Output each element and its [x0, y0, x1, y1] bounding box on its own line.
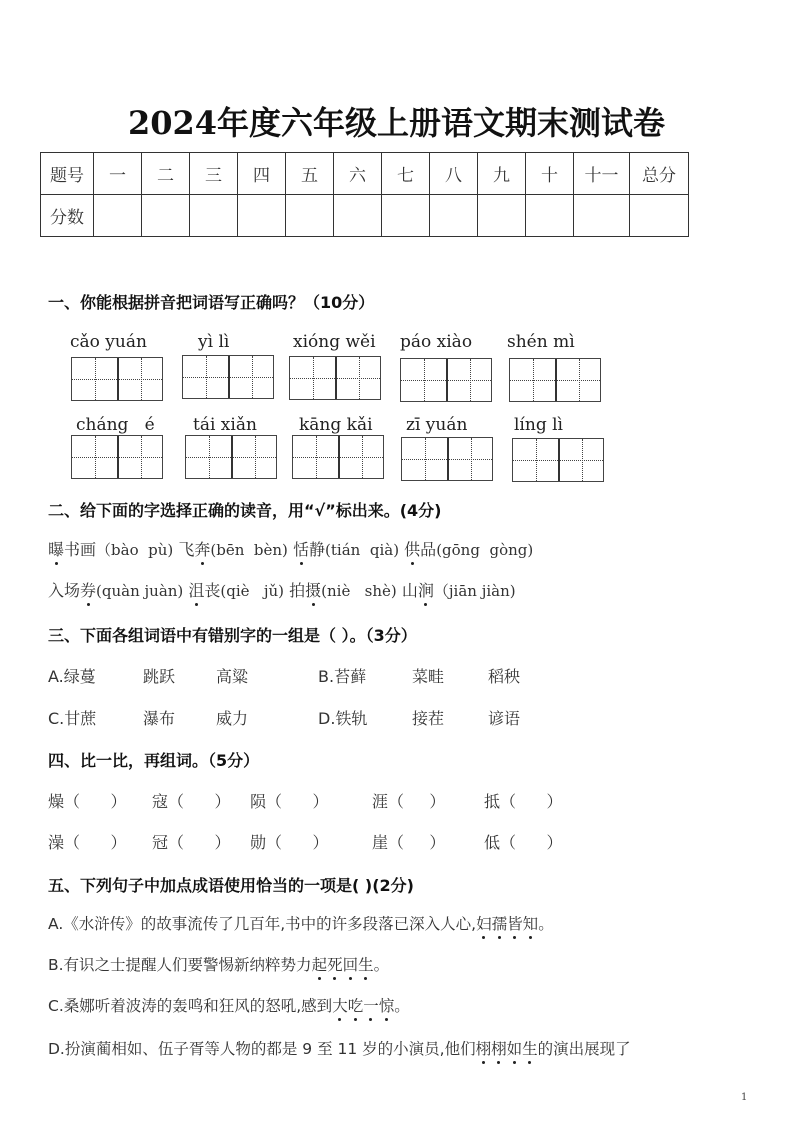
score-cell[interactable]: [286, 195, 334, 237]
score-table-col: 四: [238, 153, 286, 195]
pinyin-label: kāng kǎi: [299, 415, 373, 435]
dotted-char: 沮: [188, 578, 204, 601]
grid-cell[interactable]: [338, 436, 383, 478]
word-text: 静: [309, 540, 326, 559]
score-cell[interactable]: [526, 195, 574, 237]
compare-item[interactable]: 涯（ ）: [372, 792, 446, 811]
pinyin-options[interactable]: (quàn juàn): [96, 582, 184, 600]
dotted-char: 吃: [348, 994, 364, 1016]
pinyin-options[interactable]: (gōng gòng): [436, 541, 534, 559]
score-cell[interactable]: [142, 195, 190, 237]
section5-heading: 五、下列句子中加点成语使用恰当的一项是( )(2分): [48, 876, 414, 895]
score-cell[interactable]: [190, 195, 238, 237]
sentence-text: A.《水浒传》的故事流传了几百年,书中的许多段落已深入人心,: [48, 915, 477, 933]
choice-option[interactable]: A.绿蔓: [48, 667, 96, 686]
pinyin-options[interactable]: (bēn bèn): [210, 541, 288, 559]
pinyin-label: páo xiào: [400, 332, 473, 352]
section4-heading: 四、比一比，再组词。（5分）: [48, 751, 260, 770]
dotted-char: 生: [358, 953, 374, 975]
grid-cell[interactable]: [513, 439, 558, 481]
idiom-option-d[interactable]: [48, 1037, 631, 1059]
compare-item[interactable]: 崖（ ）: [372, 833, 446, 852]
grid-cell[interactable]: [335, 357, 380, 399]
grid-cell[interactable]: [228, 356, 273, 398]
grid-cell[interactable]: [72, 358, 117, 400]
compare-item[interactable]: 寇（ ）: [152, 792, 231, 811]
compare-item[interactable]: 抵（ ）: [484, 792, 563, 811]
writing-grid[interactable]: [182, 355, 274, 399]
dotted-char: 生: [522, 1037, 538, 1059]
page-number: 1: [741, 1092, 748, 1103]
dotted-char: 涧: [418, 578, 434, 601]
idiom-option-a[interactable]: [48, 912, 554, 934]
compare-item[interactable]: 冠（ ）: [152, 833, 231, 852]
score-table-label: 分数: [41, 195, 94, 237]
pinyin-label: zī yuán: [406, 415, 468, 435]
choice-word: 高粱: [216, 667, 249, 686]
section3-heading: 三、下面各组词语中有错别字的一组是（ ）。（3分）: [48, 626, 417, 645]
pinyin-options[interactable]: (tián qià): [325, 541, 400, 559]
pinyin-label: tái xiǎn: [193, 415, 257, 435]
word-text: 飞: [178, 540, 195, 559]
grid-cell[interactable]: [117, 358, 162, 400]
score-table-total: 总分: [630, 153, 689, 195]
choice-option[interactable]: B.苔藓: [318, 667, 367, 686]
score-table-col: 二: [142, 153, 190, 195]
writing-grid[interactable]: [400, 358, 492, 402]
grid-cell[interactable]: [447, 438, 492, 480]
dotted-char: 知: [523, 912, 539, 934]
grid-cell[interactable]: [290, 357, 335, 399]
score-table-col: 九: [478, 153, 526, 195]
choice-word: 瀑布: [143, 709, 176, 728]
word-text: 拍: [289, 581, 306, 600]
score-cell[interactable]: [334, 195, 382, 237]
dotted-char: 死: [327, 953, 343, 975]
dotted-char: 起: [312, 953, 328, 975]
grid-cell[interactable]: [402, 438, 447, 480]
score-cell-total[interactable]: [630, 195, 689, 237]
pinyin-options[interactable]: （bào pù): [96, 541, 174, 559]
compare-item[interactable]: 陨（ ）: [250, 792, 329, 811]
sentence-text: B.有识之士提醒人们要警惕新纳粹势力: [48, 956, 312, 974]
sentence-text: 。: [373, 956, 390, 974]
pinyin-label: cǎo yuán: [70, 332, 147, 352]
choice-option[interactable]: C.甘蔗: [48, 709, 97, 728]
dotted-char: 栩: [491, 1037, 507, 1059]
choice-word: 稻秧: [488, 667, 521, 686]
dotted-char: 曝: [48, 537, 64, 560]
score-table-col: 十一: [574, 153, 630, 195]
score-table-col: 一: [94, 153, 142, 195]
grid-cell[interactable]: [446, 359, 491, 401]
page-title: 2024年度六年级上册语文期末测试卷: [127, 104, 666, 142]
score-table-label: 题号: [41, 153, 94, 195]
score-table-col: 八: [430, 153, 478, 195]
score-cell[interactable]: [238, 195, 286, 237]
score-cell[interactable]: [478, 195, 526, 237]
writing-grid[interactable]: [71, 435, 163, 479]
pinyin-options[interactable]: (niè shè): [321, 582, 397, 600]
grid-cell[interactable]: [231, 436, 276, 478]
section2-heading: 二、给下面的字选择正确的读音，用“√”标出来。(4分): [48, 501, 442, 520]
score-table-col: 三: [190, 153, 238, 195]
sentence-text: 的演出展现了: [537, 1040, 631, 1058]
dotted-char: 大: [332, 994, 348, 1016]
sentence-text: 。: [538, 915, 554, 933]
sentence-text: C.桑娜听着波涛的轰鸣和狂风的怒吼,感到: [48, 997, 333, 1015]
dotted-char: 回: [343, 953, 359, 975]
pronunciation-line-2: [48, 578, 516, 601]
score-table-header-row: [41, 153, 689, 195]
dotted-char: 奔: [194, 537, 210, 560]
dotted-char: 券: [80, 578, 96, 601]
choice-word: 威力: [216, 709, 249, 728]
grid-cell[interactable]: [558, 439, 603, 481]
score-cell[interactable]: [430, 195, 478, 237]
dotted-char: 妇: [476, 912, 492, 934]
choice-word: 跳跃: [143, 667, 176, 686]
score-cell[interactable]: [94, 195, 142, 237]
grid-cell[interactable]: [72, 436, 117, 478]
compare-item[interactable]: 勋（ ）: [250, 833, 329, 852]
grid-cell[interactable]: [293, 436, 338, 478]
grid-cell[interactable]: [401, 359, 446, 401]
word-text: 山: [401, 581, 418, 600]
dotted-char: 一: [363, 994, 379, 1016]
score-table: [40, 152, 689, 237]
choice-option[interactable]: D.铁轨: [318, 709, 368, 728]
writing-grid[interactable]: [292, 435, 384, 479]
choice-word: 谚语: [488, 709, 521, 728]
pinyin-label: cháng é: [76, 415, 155, 435]
word-text: 丧: [204, 581, 221, 600]
grid-cell[interactable]: [183, 356, 228, 398]
pinyin-label: xióng wěi: [293, 332, 376, 352]
writing-grid[interactable]: [509, 358, 601, 402]
writing-grid[interactable]: [185, 435, 277, 479]
grid-cell[interactable]: [510, 359, 555, 401]
dotted-char: 孺: [492, 912, 508, 934]
pinyin-label: yì lì: [198, 332, 230, 352]
writing-grid[interactable]: [512, 438, 604, 482]
word-text: 入场: [48, 581, 81, 600]
word-text: 书画: [64, 540, 97, 559]
idiom-option-c[interactable]: [48, 994, 410, 1016]
score-table-score-row: [41, 195, 689, 237]
pinyin-label: líng lì: [514, 415, 563, 435]
sentence-text: D.扮演蔺相如、伍子胥等人物的都是 9 至 11 岁的小演员,他们: [48, 1040, 476, 1058]
score-cell[interactable]: [382, 195, 430, 237]
dotted-char: 如: [507, 1037, 523, 1059]
writing-grid[interactable]: [401, 437, 493, 481]
sentence-text: 。: [394, 997, 410, 1015]
dotted-char: 恬: [293, 537, 309, 560]
pinyin-options[interactable]: (qiè jǔ): [220, 582, 285, 600]
writing-grid[interactable]: [71, 357, 163, 401]
choice-word: 接茬: [412, 709, 445, 728]
pronunciation-line-1: [48, 537, 533, 560]
writing-grid[interactable]: [289, 356, 381, 400]
idiom-option-b[interactable]: [48, 953, 389, 975]
compare-item[interactable]: 澡（ ）: [48, 833, 127, 852]
compare-item[interactable]: 燥（ ）: [48, 792, 127, 811]
score-table-col: 十: [526, 153, 574, 195]
choice-word: 菜畦: [412, 667, 445, 686]
score-table-col: 七: [382, 153, 430, 195]
score-table-col: 五: [286, 153, 334, 195]
pinyin-options[interactable]: （jiān jiàn): [433, 582, 516, 600]
grid-cell[interactable]: [555, 359, 600, 401]
compare-item[interactable]: 低（ ）: [484, 833, 563, 852]
word-text: 品: [420, 540, 437, 559]
grid-cell[interactable]: [117, 436, 162, 478]
grid-cell[interactable]: [186, 436, 231, 478]
score-table-col: 六: [334, 153, 382, 195]
dotted-char: 摄: [305, 578, 321, 601]
section1-heading: 一、你能根据拼音把词语写正确吗？（10分）: [48, 293, 375, 312]
score-cell[interactable]: [574, 195, 630, 237]
dotted-char: 供: [404, 537, 420, 560]
dotted-char: 皆: [507, 912, 523, 934]
pinyin-label: shén mì: [507, 332, 575, 352]
dotted-char: 栩: [476, 1037, 492, 1059]
dotted-char: 惊: [379, 994, 395, 1016]
